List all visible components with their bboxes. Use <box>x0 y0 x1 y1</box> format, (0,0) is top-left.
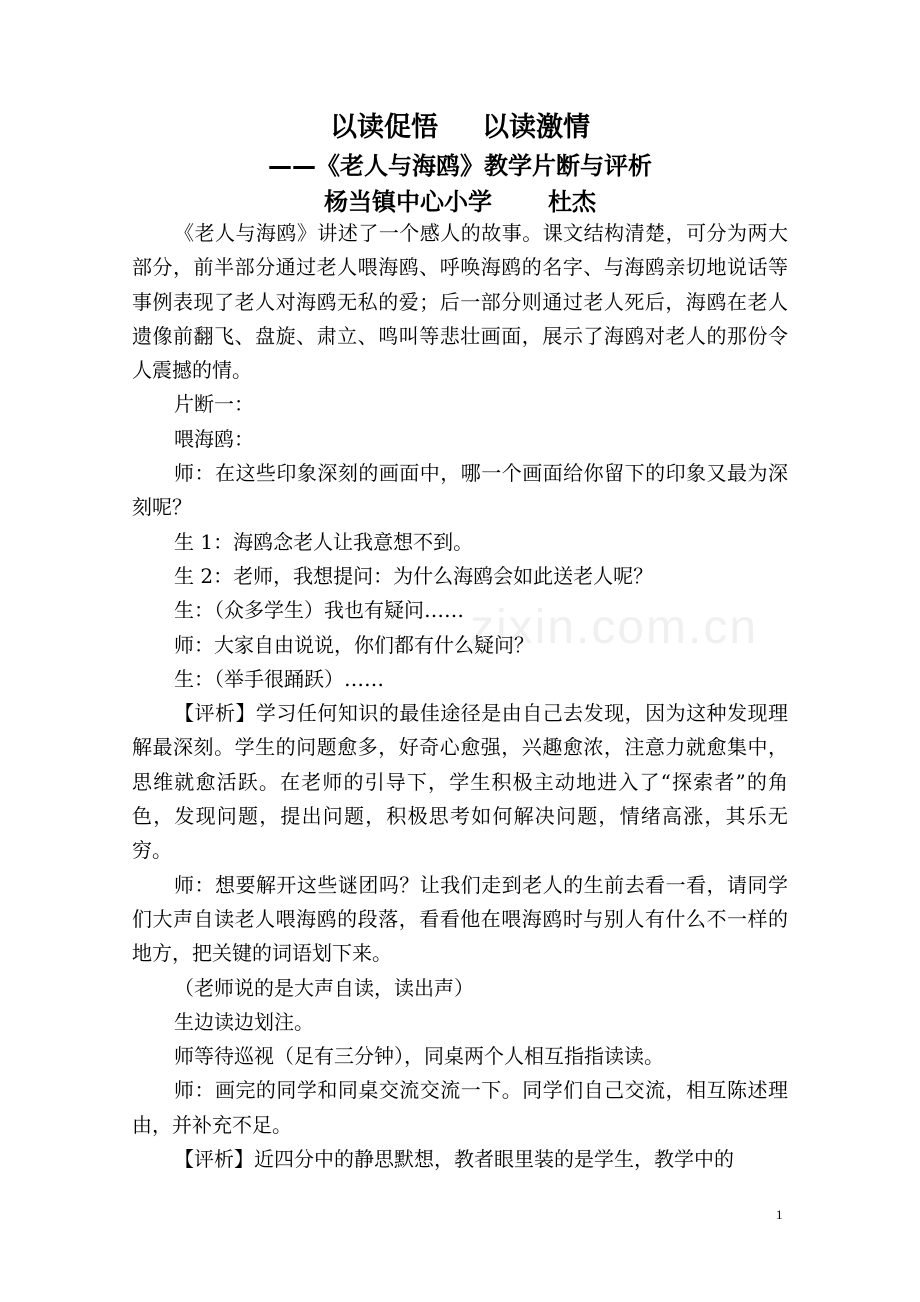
main-title <box>0 108 920 148</box>
paragraph: 片断一： <box>174 392 254 417</box>
paragraph: 生：（举手很踊跃）…… <box>174 666 384 691</box>
paragraph: 【评析】近四分中的静思默想，教者眼里装的是学生，教学中的 <box>174 1147 734 1172</box>
title-block <box>0 108 920 220</box>
title-left: 以读促悟 <box>330 112 438 143</box>
paragraph: （老师说的是大声自读，读出声） <box>174 975 474 1000</box>
paragraph: 生 2：老师，我想提问：为什么海鸥会如此送老人呢？ <box>174 563 654 588</box>
author-name: 杜杰 <box>548 188 596 216</box>
paragraph: 师：大家自由说说，你们都有什么疑问？ <box>174 632 534 657</box>
title-right: 以读激情 <box>482 112 590 143</box>
paragraph: 师：在这些印象深刻的画面中，哪一个画面给你留下的印象又最为深刻呢？ <box>132 461 788 520</box>
document-body <box>132 216 788 1176</box>
subtitle: ——《老人与海鸥》教学片断与评析 <box>268 152 652 180</box>
paragraph: 生：（众多学生）我也有疑问…… <box>174 598 464 623</box>
paragraph: 师：画完的同学和同桌交流交流一下。同学们自己交流，相互陈述理由，并补充不足。 <box>132 1078 788 1137</box>
school-name: 杨当镇中心小学 <box>324 188 492 216</box>
paragraph: 喂海鸥： <box>174 426 254 451</box>
paragraph: 师等待巡视（足有三分钟），同桌两个人相互指指读读。 <box>174 1044 664 1069</box>
paragraph: 【评析】学习任何知识的最佳途径是由自己去发现，因为这种发现理解最深刻。学生的问题愈多，好奇心愈强，兴趣愈浓，注意力就愈集中，思维就愈活跃。在老师的引导下，学生积极主动地进入了“探索者”的角色，发现问题，提出问题，积极思考如何解决问题，情绪高涨，其乐无穷。 <box>132 701 788 863</box>
watermark: zixin.com.cn <box>470 601 759 654</box>
paragraph: 《老人与海鸥》讲述了一个感人的故事。课文结构清楚，可分为两大部分，前半部分通过老人喂海鸥、呼唤海鸥的名字、与海鸥亲切地说话等事例表现了老人对海鸥无私的爱；后一部分则通过老人死后，海鸥在老人遗像前翻飞、盘旋、肃立、鸣叫等悲壮画面，展示了海鸥对老人的那份令人震撼的情。 <box>132 221 788 383</box>
paragraph: 生边读边划注。 <box>174 1009 314 1034</box>
paragraph: 生 1：海鸥念老人让我意想不到。 <box>174 529 474 554</box>
author-line <box>0 184 920 220</box>
page-number: 1 <box>776 1207 783 1222</box>
paragraph: 师：想要解开这些谜团吗？让我们走到老人的生前去看一看，请同学们大声自读老人喂海鸥的段落，看看他在喂海鸥时与别人有什么不一样的地方，把关键的词语划下来。 <box>132 872 788 966</box>
